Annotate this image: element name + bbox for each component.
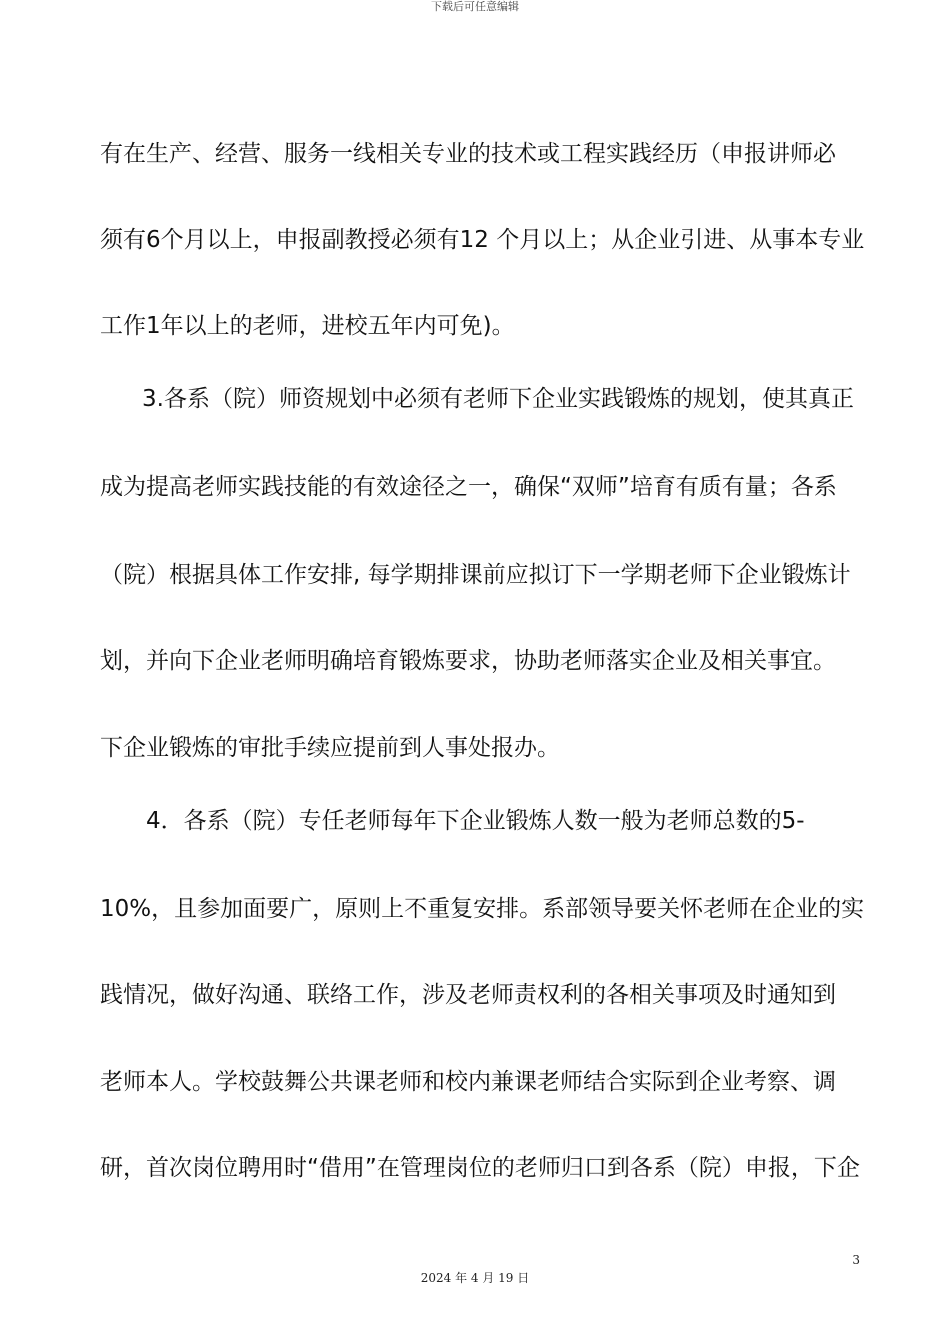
text-line: （院）根据具体工作安排, 每学期排课前应拟订下一学期老师下企业锻炼计 bbox=[100, 562, 851, 588]
text-line: 成为提高老师实践技能的有效途径之一，确保“双师”培育有质有量；各系 bbox=[100, 474, 837, 500]
text-line: 须有6个月以上，申报副教授必须有12 个月以上；从企业引进、从事本专业 bbox=[100, 227, 865, 253]
text-line: 老师本人。学校鼓舞公共课老师和校内兼课老师结合实际到企业考察、调 bbox=[100, 1069, 836, 1095]
text-line: 研，首次岗位聘用时“借用”在管理岗位的老师归口到各系（院）申报，下企 bbox=[100, 1155, 860, 1181]
text-line: 3.各系（院）师资规划中必须有老师下企业实践锻炼的规划，使其真正 bbox=[142, 386, 854, 412]
header-note: 下载后可任意编辑 bbox=[431, 0, 519, 13]
page-number: 3 bbox=[852, 1253, 860, 1267]
footer-date: 2024 年 4 月 19 日 bbox=[420, 1271, 530, 1285]
text-line: 有在生产、经营、服务一线相关专业的技术或工程实践经历（申报讲师必 bbox=[100, 141, 836, 167]
text-line: 下企业锻炼的审批手续应提前到人事处报办。 bbox=[100, 735, 560, 761]
text-line: 工作1年以上的老师，进校五年内可免)。 bbox=[100, 313, 515, 339]
text-line: 4．各系（院）专任老师每年下企业锻炼人数一般为老师总数的5- bbox=[146, 808, 805, 834]
text-line: 践情况，做好沟通、联络工作，涉及老师责权利的各相关事项及时通知到 bbox=[100, 982, 836, 1008]
text-line: 10%，且参加面要广，原则上不重复安排。系部领导要关怀老师在企业的实 bbox=[100, 896, 865, 922]
text-line: 划，并向下企业老师明确培育锻炼要求，协助老师落实企业及相关事宜。 bbox=[100, 648, 836, 674]
